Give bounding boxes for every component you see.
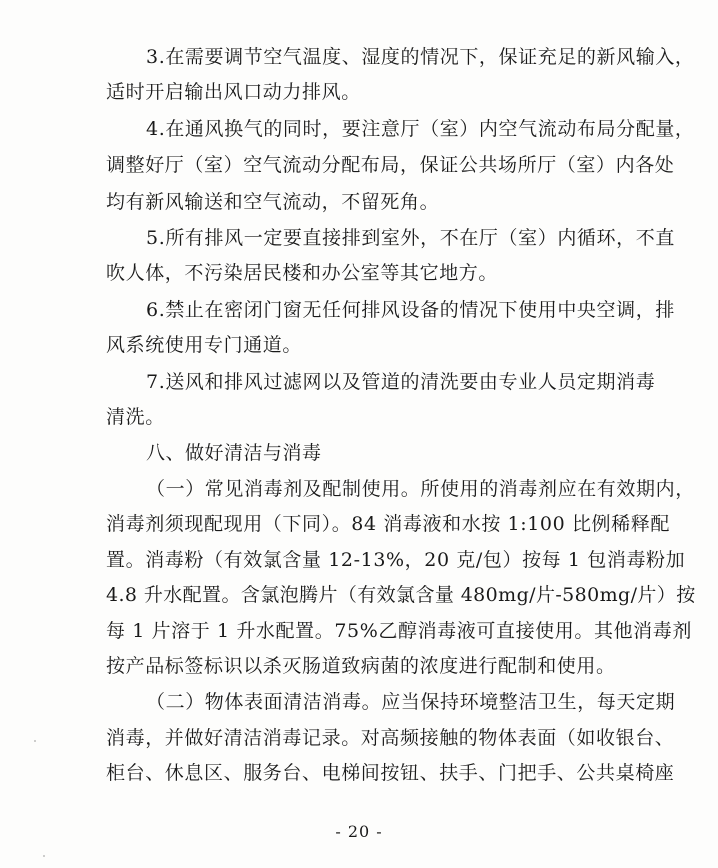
page-number: - 20 - [335,822,383,841]
text-line: 每 1 片溶于 1 升水配置。75%乙醇消毒液可直接使用。其他消毒剂 [106,620,692,642]
section-heading: 八、做好清洁与消毒 [146,442,322,464]
text-line: 6.禁止在密闭门窗无任何排风设备的情况下使用中央空调，排 [146,299,675,321]
text-line: 4.在通风换气的同时，要注意厅（室）内空气流动布局分配量， [146,118,695,140]
scan-speck [43,855,45,857]
text-line: 消毒，并做好清洁消毒记录。对高频接触的物体表面（如收银台、 [106,727,675,749]
text-line: 3.在需要调节空气温度、湿度的情况下，保证充足的新风输入， [146,46,695,68]
text-line: 风系统使用专门通道。 [106,334,303,356]
scan-speck [34,740,36,742]
text-line: 按产品标签标识以杀灭肠道致病菌的浓度进行配制和使用。 [106,655,616,677]
text-line: 置。消毒粉（有效氯含量 12-13%，20 克/包）按每 1 包消毒粉加 [106,549,686,571]
text-line: 柜台、休息区、服务台、电梯间按钮、扶手、门把手、公共桌椅座 [106,762,675,784]
text-line: 7.送风和排风过滤网以及管道的清洗要由专业人员定期消毒 [146,371,656,393]
text-line: 5.所有排风一定要直接排到室外，不在厅（室）内循环，不直 [146,227,675,249]
text-line: （一）常见消毒剂及配制使用。所使用的消毒剂应在有效期内， [146,478,695,500]
text-line: 调整好厅（室）空气流动分配布局，保证公共场所厅（室）内各处 [106,154,675,176]
text-line: 适时开启输出风口动力排风。 [106,81,361,103]
text-line: 清洗。 [106,406,165,428]
text-line: 吹人体，不污染居民楼和办公室等其它地方。 [106,262,499,284]
text-line: 4.8 升水配置。含氯泡腾片（有效氯含量 480mg/片-580mg/片）按 [106,584,696,606]
text-line: （二）物体表面清洁消毒。应当保持环境整洁卫生，每天定期 [146,691,676,713]
text-line: 消毒剂须现配现用（下同）。84 消毒液和水按 1:100 比例稀释配 [106,513,670,535]
text-line: 均有新风输送和空气流动，不留死角。 [106,191,440,213]
